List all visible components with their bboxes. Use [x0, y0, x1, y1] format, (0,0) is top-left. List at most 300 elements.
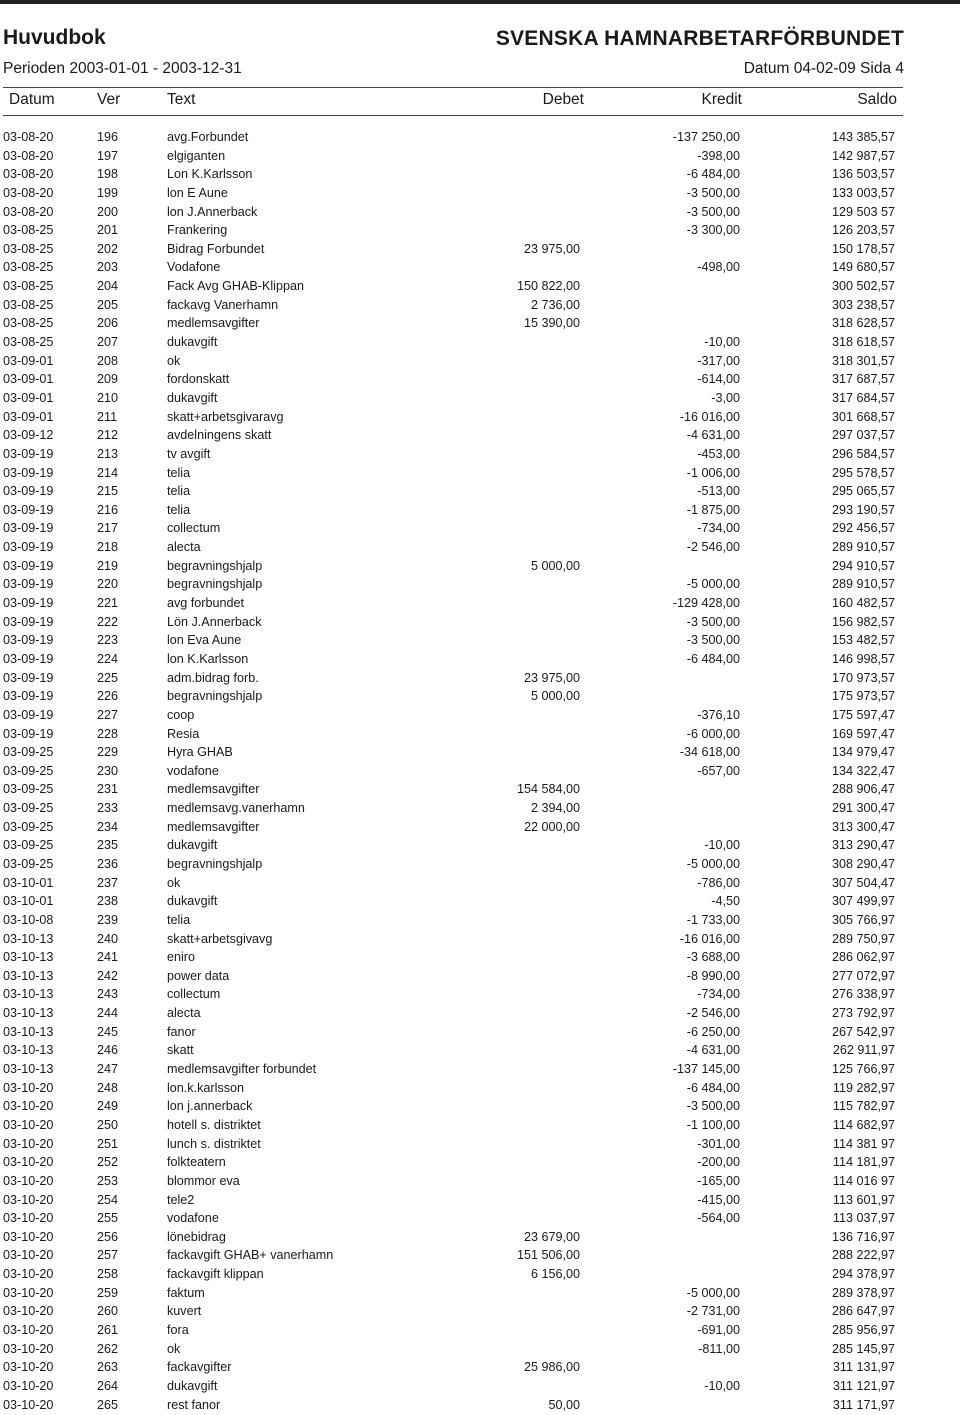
row-ver: 240 — [97, 931, 119, 946]
row-saldo: 113 601,97 — [832, 1192, 895, 1207]
row-date: 03-10-13 — [3, 1062, 54, 1077]
table-row — [0, 426, 960, 445]
row-date: 03-09-25 — [3, 782, 54, 797]
row-ver: 204 — [97, 279, 119, 294]
row-kredit: -200,00 — [697, 1155, 740, 1170]
row-date: 03-10-20 — [3, 1099, 54, 1114]
row-ver: 233 — [97, 801, 119, 816]
row-text: lönebidrag — [167, 1229, 226, 1244]
row-kredit: -564,00 — [697, 1211, 740, 1226]
row-date: 03-08-25 — [3, 297, 54, 312]
table-row — [0, 799, 960, 818]
row-text: dukavgift — [167, 1378, 218, 1393]
row-saldo: 296 584,57 — [831, 446, 895, 461]
row-kredit: -34 618,00 — [679, 745, 740, 760]
row-debet: 2 736,00 — [530, 297, 580, 312]
row-saldo: 114 181,97 — [832, 1155, 895, 1170]
row-date: 03-10-20 — [3, 1173, 54, 1188]
table-row — [0, 482, 960, 501]
row-date: 03-10-13 — [3, 931, 54, 946]
row-debet: 5 000,00 — [530, 558, 580, 573]
row-date: 03-10-13 — [3, 1006, 54, 1021]
row-ver: 236 — [97, 856, 119, 871]
row-ver: 197 — [97, 148, 119, 163]
row-text: skatt+arbetsgivaravg — [167, 409, 284, 424]
row-saldo: 156 982,57 — [831, 614, 895, 629]
table-row — [0, 911, 960, 930]
row-saldo: 317 687,57 — [831, 372, 895, 387]
row-saldo: 115 782,97 — [832, 1099, 895, 1114]
row-ver: 248 — [97, 1080, 119, 1095]
row-ver: 212 — [97, 428, 119, 443]
table-row — [0, 1004, 960, 1023]
table-row — [0, 1153, 960, 1172]
row-kredit: -6 484,00 — [686, 167, 740, 182]
row-ver: 205 — [97, 297, 119, 312]
row-text: medlemsavgifter — [167, 316, 260, 331]
row-kredit: -4,50 — [711, 894, 740, 909]
table-row — [0, 1116, 960, 1135]
row-kredit: -4 631,00 — [686, 1043, 740, 1058]
row-text: telia — [167, 484, 191, 499]
row-kredit: -4 631,00 — [686, 428, 740, 443]
row-text: fackavgift GHAB+ vanerhamn — [167, 1248, 334, 1263]
header-rule-top — [3, 87, 903, 88]
row-kredit: -614,00 — [697, 372, 740, 387]
row-text: dukavgift — [167, 838, 218, 853]
row-kredit: -513,00 — [697, 484, 740, 499]
row-ver: 241 — [97, 950, 119, 965]
table-row — [0, 258, 960, 277]
row-kredit: -129 428,00 — [672, 596, 740, 611]
table-row — [0, 613, 960, 632]
row-text: avg forbundet — [167, 596, 245, 611]
row-ver: 244 — [97, 1006, 119, 1021]
row-ver: 199 — [97, 185, 119, 200]
row-saldo: 160 482,57 — [831, 596, 895, 611]
row-saldo: 146 998,57 — [831, 651, 895, 666]
row-kredit: -6 250,00 — [686, 1024, 740, 1039]
row-ver: 209 — [97, 372, 119, 387]
row-kredit: -165,00 — [697, 1173, 740, 1188]
row-date: 03-10-20 — [3, 1248, 54, 1263]
row-text: medlemsavgifter — [167, 819, 260, 834]
row-ver: 242 — [97, 968, 119, 983]
row-saldo: 126 203,57 — [831, 223, 895, 238]
table-row — [0, 165, 960, 184]
row-text: skatt — [167, 1043, 194, 1058]
row-kredit: -5 000,00 — [686, 1285, 740, 1300]
row-text: eniro — [167, 950, 196, 965]
row-debet: 25 986,00 — [523, 1360, 580, 1375]
row-text: kuvert — [167, 1304, 202, 1319]
row-kredit: -1 733,00 — [686, 912, 740, 927]
row-saldo: 291 300,47 — [831, 801, 895, 816]
row-text: blommor eva — [167, 1173, 240, 1188]
table-row — [0, 240, 960, 259]
table-row — [0, 1041, 960, 1060]
row-kredit: -2 546,00 — [686, 1006, 740, 1021]
row-text: vodafone — [167, 763, 219, 778]
table-row — [0, 762, 960, 781]
row-saldo: 311 171,97 — [832, 1397, 895, 1412]
row-text: hotell s. distriktet — [167, 1117, 261, 1132]
row-date: 03-09-19 — [3, 726, 54, 741]
row-ver: 227 — [97, 707, 119, 722]
row-text: rest fanor — [167, 1397, 221, 1412]
row-saldo: 150 178,57 — [831, 241, 895, 256]
row-kredit: -6 000,00 — [686, 726, 740, 741]
row-date: 03-09-25 — [3, 819, 54, 834]
ledger-table-body — [0, 128, 960, 1414]
row-saldo: 114 682,97 — [832, 1117, 895, 1132]
row-date: 03-10-20 — [3, 1397, 54, 1412]
row-saldo: 142 987,57 — [831, 148, 895, 163]
row-saldo: 136 716,97 — [831, 1229, 895, 1244]
row-ver: 235 — [97, 838, 119, 853]
row-date: 03-09-19 — [3, 651, 54, 666]
row-saldo: 153 482,57 — [831, 633, 895, 648]
row-ver: 260 — [97, 1304, 119, 1319]
row-ver: 250 — [97, 1117, 119, 1132]
row-saldo: 313 300,47 — [831, 819, 895, 834]
table-row — [0, 1321, 960, 1340]
row-date: 03-10-20 — [3, 1192, 54, 1207]
table-row — [0, 221, 960, 240]
row-saldo: 288 222,97 — [831, 1248, 895, 1263]
row-date: 03-09-01 — [3, 353, 54, 368]
row-ver: 263 — [97, 1360, 119, 1375]
row-ver: 252 — [97, 1155, 119, 1170]
row-date: 03-09-19 — [3, 577, 54, 592]
table-row — [0, 557, 960, 576]
row-ver: 254 — [97, 1192, 119, 1207]
row-kredit: -6 484,00 — [686, 651, 740, 666]
row-kredit: -734,00 — [697, 521, 740, 536]
row-date: 03-08-25 — [3, 279, 54, 294]
row-saldo: 277 072,97 — [831, 968, 895, 983]
row-saldo: 294 910,57 — [831, 558, 895, 573]
row-saldo: 129 503 57 — [831, 204, 895, 219]
row-saldo: 313 290,47 — [831, 838, 895, 853]
row-kredit: -453,00 — [697, 446, 740, 461]
row-date: 03-10-20 — [3, 1080, 54, 1095]
table-row — [0, 333, 960, 352]
row-kredit: -16 016,00 — [679, 931, 740, 946]
row-date: 03-09-19 — [3, 446, 54, 461]
row-text: begravningshjalp — [167, 689, 263, 704]
row-text: alecta — [167, 540, 201, 555]
row-ver: 201 — [97, 223, 119, 238]
row-date: 03-10-20 — [3, 1378, 54, 1393]
row-debet: 23 679,00 — [523, 1229, 580, 1244]
row-ver: 251 — [97, 1136, 119, 1151]
row-text: Vodafone — [167, 260, 221, 275]
row-kredit: -3 500,00 — [686, 204, 740, 219]
table-row — [0, 818, 960, 837]
row-ver: 223 — [97, 633, 119, 648]
column-header-ver: Ver — [97, 91, 121, 108]
row-kredit: -137 145,00 — [672, 1062, 740, 1077]
row-kredit: -3,00 — [711, 390, 740, 405]
row-date: 03-10-13 — [3, 1024, 54, 1039]
row-ver: 222 — [97, 614, 119, 629]
table-row — [0, 669, 960, 688]
row-ver: 214 — [97, 465, 119, 480]
row-kredit: -376,10 — [697, 707, 740, 722]
table-row — [0, 1172, 960, 1191]
row-date: 03-10-20 — [3, 1341, 54, 1356]
row-text: Fack Avg GHAB-Klippan — [167, 279, 304, 294]
row-saldo: 262 911,97 — [832, 1043, 895, 1058]
row-saldo: 276 338,97 — [831, 987, 895, 1002]
row-saldo: 289 750,97 — [831, 931, 895, 946]
row-date: 03-09-25 — [3, 745, 54, 760]
row-debet: 6 156,00 — [530, 1267, 580, 1282]
row-saldo: 293 190,57 — [831, 502, 895, 517]
row-text: coop — [167, 707, 195, 722]
row-text: collectum — [167, 987, 221, 1002]
table-row — [0, 1377, 960, 1396]
row-saldo: 289 910,57 — [831, 540, 895, 555]
row-ver: 213 — [97, 446, 119, 461]
row-kredit: -657,00 — [697, 763, 740, 778]
row-kredit: -2 546,00 — [686, 540, 740, 555]
column-header-text: Text — [167, 91, 196, 108]
row-date: 03-09-19 — [3, 558, 54, 573]
row-saldo: 273 792,97 — [831, 1006, 895, 1021]
row-saldo: 295 578,57 — [831, 465, 895, 480]
row-saldo: 297 037,57 — [831, 428, 895, 443]
row-saldo: 301 668,57 — [831, 409, 895, 424]
row-text: dukavgift — [167, 894, 218, 909]
row-kredit: -734,00 — [697, 987, 740, 1002]
table-row — [0, 1023, 960, 1042]
row-date: 03-09-25 — [3, 801, 54, 816]
row-ver: 229 — [97, 745, 119, 760]
row-debet: 23 975,00 — [523, 670, 580, 685]
row-saldo: 311 121,97 — [832, 1378, 895, 1393]
row-text: lon.k.karlsson — [167, 1080, 244, 1095]
table-row — [0, 1209, 960, 1228]
table-row — [0, 594, 960, 613]
row-text: telia — [167, 912, 191, 927]
row-ver: 243 — [97, 987, 119, 1002]
row-saldo: 307 499,97 — [831, 894, 895, 909]
table-row — [0, 1396, 960, 1415]
table-row — [0, 874, 960, 893]
row-ver: 224 — [97, 651, 119, 666]
row-saldo: 300 502,57 — [831, 279, 895, 294]
row-saldo: 289 910,57 — [831, 577, 895, 592]
row-ver: 226 — [97, 689, 119, 704]
row-text: folkteatern — [167, 1155, 226, 1170]
row-kredit: -691,00 — [697, 1323, 740, 1337]
row-text: skatt+arbetsgivavg — [167, 931, 273, 946]
row-ver: 221 — [97, 596, 119, 611]
row-kredit: -498,00 — [697, 260, 740, 275]
row-saldo: 136 503,57 — [831, 167, 895, 182]
row-date: 03-08-20 — [3, 204, 54, 219]
row-ver: 206 — [97, 316, 119, 331]
row-text: ok — [167, 875, 181, 890]
row-saldo: 286 062,97 — [831, 950, 895, 965]
row-debet: 50,00 — [548, 1397, 580, 1412]
table-row — [0, 147, 960, 166]
row-saldo: 175 973,57 — [831, 689, 895, 704]
column-header-debet: Debet — [542, 91, 584, 108]
table-row — [0, 352, 960, 371]
row-ver: 198 — [97, 167, 119, 182]
row-debet: 2 394,00 — [530, 801, 580, 816]
row-kredit: -786,00 — [697, 875, 740, 890]
row-date: 03-09-19 — [3, 689, 54, 704]
row-date: 03-09-12 — [3, 428, 54, 443]
row-date: 03-10-20 — [3, 1304, 54, 1319]
row-text: begravningshjalp — [167, 558, 263, 573]
row-ver: 249 — [97, 1099, 119, 1114]
row-ver: 237 — [97, 875, 119, 890]
row-text: telia — [167, 465, 191, 480]
table-row — [0, 1079, 960, 1098]
table-row — [0, 836, 960, 855]
row-saldo: 303 238,57 — [831, 297, 895, 312]
table-row — [0, 687, 960, 706]
row-ver: 217 — [97, 521, 119, 536]
row-ver: 211 — [97, 409, 118, 424]
row-kredit: -16 016,00 — [679, 409, 740, 424]
row-saldo: 318 618,57 — [831, 335, 895, 350]
row-kredit: -3 500,00 — [686, 614, 740, 629]
column-header-saldo: Saldo — [857, 91, 897, 108]
row-kredit: -10,00 — [704, 838, 740, 853]
row-text: begravningshjalp — [167, 856, 263, 871]
table-row — [0, 203, 960, 222]
row-kredit: -317,00 — [697, 353, 740, 368]
row-text: faktum — [167, 1285, 205, 1300]
row-kredit: -398,00 — [697, 148, 740, 163]
table-row — [0, 501, 960, 520]
row-kredit: -10,00 — [704, 335, 740, 350]
row-date: 03-10-20 — [3, 1155, 54, 1170]
row-date: 03-10-01 — [3, 875, 54, 890]
row-saldo: 125 766,97 — [831, 1062, 895, 1077]
row-date: 03-09-19 — [3, 540, 54, 555]
row-date: 03-08-25 — [3, 260, 54, 275]
row-saldo: 285 145,97 — [831, 1341, 895, 1356]
table-row — [0, 855, 960, 874]
row-date: 03-10-13 — [3, 950, 54, 965]
row-saldo: 311 131,97 — [832, 1360, 895, 1375]
row-kredit: -1 100,00 — [686, 1117, 740, 1132]
row-text: fora — [167, 1323, 189, 1337]
row-date: 03-10-01 — [3, 894, 54, 909]
row-ver: 255 — [97, 1211, 119, 1226]
row-kredit: -811,00 — [698, 1341, 740, 1356]
row-kredit: -3 500,00 — [686, 633, 740, 648]
period-range: Perioden 2003-01-01 - 2003-12-31 — [3, 60, 242, 77]
table-row — [0, 743, 960, 762]
row-ver: 239 — [97, 912, 119, 927]
row-saldo: 149 680,57 — [831, 260, 895, 275]
row-date: 03-10-20 — [3, 1117, 54, 1132]
row-text: Resia — [167, 726, 200, 741]
row-text: lon Eva Aune — [167, 633, 242, 648]
row-date: 03-08-20 — [3, 167, 54, 182]
row-date: 03-08-25 — [3, 241, 54, 256]
row-date: 03-09-19 — [3, 484, 54, 499]
row-kredit: -301,00 — [697, 1136, 740, 1151]
row-date: 03-10-20 — [3, 1360, 54, 1375]
table-row — [0, 1135, 960, 1154]
table-row — [0, 650, 960, 669]
row-saldo: 307 504,47 — [831, 875, 895, 890]
table-row — [0, 892, 960, 911]
row-text: dukavgift — [167, 390, 218, 405]
row-text: fordonskatt — [167, 372, 230, 387]
table-row — [0, 184, 960, 203]
table-row — [0, 1265, 960, 1284]
row-text: Bidrag Forbundet — [167, 241, 265, 256]
row-ver: 202 — [97, 241, 119, 256]
table-row — [0, 967, 960, 986]
row-date: 03-08-20 — [3, 130, 54, 144]
table-row — [0, 1302, 960, 1321]
row-ver: 216 — [97, 502, 119, 517]
row-date: 03-09-25 — [3, 856, 54, 871]
row-saldo: 119 282,97 — [832, 1080, 895, 1095]
row-date: 03-09-19 — [3, 502, 54, 517]
table-row — [0, 1340, 960, 1359]
row-date: 03-09-19 — [3, 633, 54, 648]
row-text: collectum — [167, 521, 221, 536]
table-row — [0, 1191, 960, 1210]
row-date: 03-10-20 — [3, 1229, 54, 1244]
table-row — [0, 519, 960, 538]
row-kredit: -3 300,00 — [686, 223, 740, 238]
row-ver: 196 — [97, 130, 119, 144]
row-kredit: -3 688,00 — [686, 950, 740, 965]
row-saldo: 134 322,47 — [831, 763, 895, 778]
row-text: Frankering — [167, 223, 228, 238]
row-text: alecta — [167, 1006, 201, 1021]
row-text: tv avgift — [167, 446, 211, 461]
row-ver: 228 — [97, 726, 119, 741]
row-text: ok — [167, 1341, 181, 1356]
table-row — [0, 575, 960, 594]
row-debet: 154 584,00 — [516, 782, 580, 797]
date-page-info: Datum 04-02-09 Sida 4 — [743, 60, 904, 77]
row-date: 03-09-25 — [3, 763, 54, 778]
table-row — [0, 296, 960, 315]
ledger-title: Huvudbok — [3, 26, 106, 49]
row-kredit: -1 875,00 — [686, 502, 740, 517]
row-ver: 253 — [97, 1173, 119, 1188]
table-row — [0, 1358, 960, 1377]
row-ver: 208 — [97, 353, 119, 368]
row-ver: 219 — [97, 558, 119, 573]
row-saldo: 267 542,97 — [831, 1024, 895, 1039]
row-saldo: 285 956,97 — [831, 1323, 895, 1337]
row-saldo: 317 684,57 — [831, 390, 895, 405]
row-date: 03-08-25 — [3, 223, 54, 238]
row-date: 03-08-25 — [3, 316, 54, 331]
table-row — [0, 128, 960, 147]
row-text: Lon K.Karlsson — [167, 167, 253, 182]
row-saldo: 114 381 97 — [832, 1136, 895, 1151]
row-saldo: 143 385,57 — [831, 130, 895, 144]
row-kredit: -5 000,00 — [686, 856, 740, 871]
